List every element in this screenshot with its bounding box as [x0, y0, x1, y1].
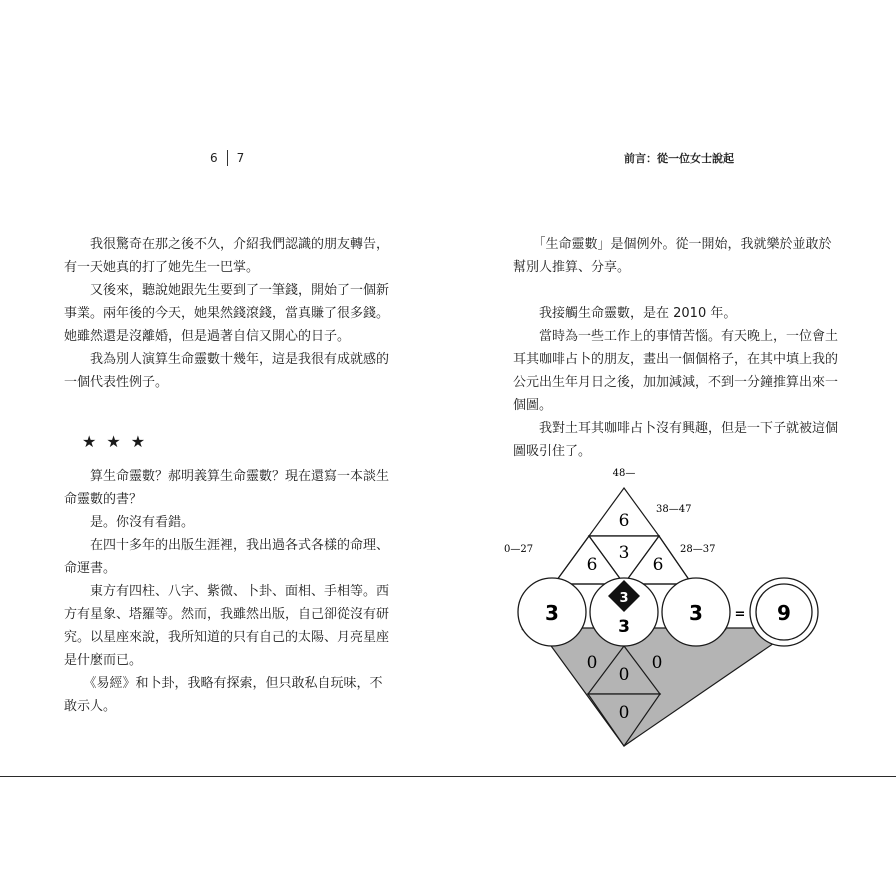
paragraph: 我接觸生命靈數，是在 2010 年。: [513, 306, 737, 321]
lower-left-number: 0: [586, 653, 598, 673]
label-upper-right: 38—47: [656, 504, 692, 515]
paragraph: 我為別人演算生命靈數十幾年，這是我很有成就感的一個代表性例子。: [64, 352, 390, 390]
label-top: 48—: [612, 468, 636, 479]
paragraph: 東方有四柱、八字、紫微、卜卦、面相、手相等。西方有星象、塔羅等。然而，我雖然出版，自己卻從沒有研究。以星座來說，我所知道的只有自己的太陽、月亮星座是什麼而已。: [64, 584, 390, 668]
paragraph: 算生命靈數？郝明義算生命靈數？現在還寫一本談生命靈數的書？: [64, 469, 390, 507]
running-head: 前言：從一位女士說起: [624, 152, 734, 165]
lower-bottom-number: 0: [618, 703, 630, 723]
equals-sign: =: [734, 607, 746, 622]
section-separator: ★★★: [82, 432, 156, 451]
life-number-diagram: [500, 460, 880, 760]
center-circle-number: 3: [618, 617, 630, 637]
paragraph: 《易經》和卜卦，我略有探索，但只敢私自玩味，不敢示人。: [64, 676, 383, 714]
lower-shaded-region: [538, 628, 796, 746]
label-right: 28—37: [680, 544, 716, 555]
paragraph: 當時為一些工作上的事情苦惱。有天晚上，一位會土耳其咖啡占卜的朋友，畫出一個個格子，在其中填上我的公元出生年月日之後，加加減減，不到一分鐘推算出來一個圖。: [513, 329, 839, 413]
left-page: [0, 0, 448, 776]
left-body-text: [64, 233, 390, 718]
right-triangle-number: 6: [652, 555, 664, 575]
left-page-number: 6: [210, 151, 218, 165]
result-number: 9: [777, 601, 791, 625]
lower-center-number: 0: [618, 665, 630, 685]
bottom-rule: [0, 776, 896, 777]
paragraph: 又後來，聽說她跟先生要到了一筆錢，開始了一個新事業。兩年後的今天，她果然錢滾錢，當真賺了很多錢。她雖然還是沒離婚，但是過著自信又開心的日子。: [64, 283, 390, 344]
diamond-number: 3: [619, 591, 629, 606]
left-circle-number: 3: [545, 601, 559, 625]
right-body-text: [513, 233, 843, 463]
left-triangle-number: 6: [586, 555, 598, 575]
paragraph: 是。你沒有看錯。: [64, 515, 195, 530]
label-left: 0—27: [504, 544, 534, 555]
right-page-number: 7: [236, 151, 245, 165]
inner-center-number: 3: [618, 543, 630, 563]
paragraph: 「生命靈數」是個例外。從一開始，我就樂於並敢於幫別人推算、分享。: [513, 237, 832, 275]
folio-divider: [227, 150, 228, 166]
lower-right-number: 0: [651, 653, 663, 673]
apex-number: 6: [618, 511, 630, 531]
paragraph: 我很驚奇在那之後不久，介紹我們認識的朋友轉告，有一天她真的打了她先生一巴掌。: [64, 237, 390, 275]
right-circle-number: 3: [689, 601, 703, 625]
paragraph: 我對土耳其咖啡占卜沒有興趣，但是一下子就被這個圖吸引住了。: [513, 421, 839, 459]
page-folio: [210, 150, 244, 166]
paragraph: 在四十多年的出版生涯裡，我出過各式各樣的命理、命運書。: [64, 538, 390, 576]
